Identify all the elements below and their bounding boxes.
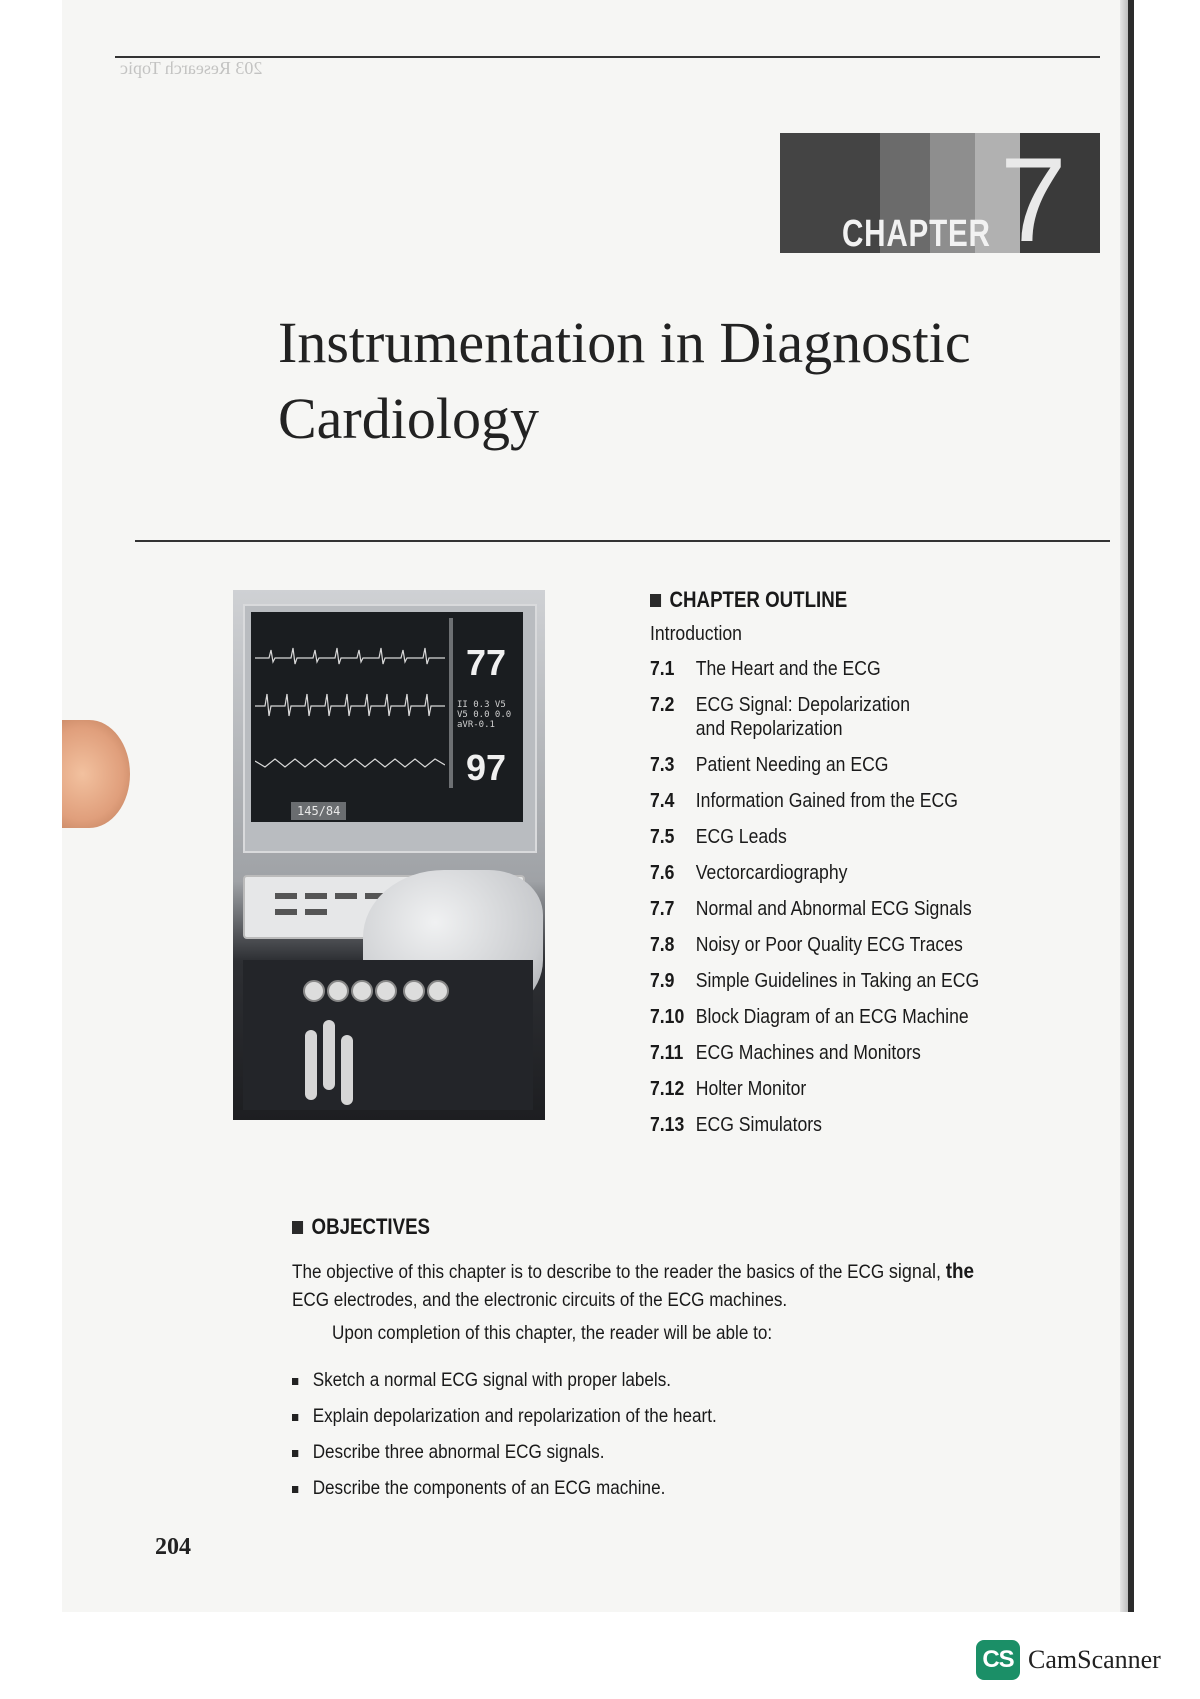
camscanner-watermark — [976, 1640, 1161, 1680]
outline-item: 7.4 Information Gained from the ECG — [650, 790, 958, 812]
objectives-list — [292, 1363, 1122, 1507]
square-bullet-icon — [292, 1221, 303, 1234]
outline-item: 7.7 Normal and Abnormal ECG Signals — [650, 898, 972, 920]
objective-item: Describe the components of an ECG machine. — [292, 1471, 1039, 1507]
page-number: 204 — [155, 1534, 191, 1560]
ecg-monitor-photo — [233, 590, 545, 1120]
objectives-intro: Upon completion of this chapter, the reader will be able to: — [332, 1323, 773, 1344]
outline-item: 7.12 Holter Monitor — [650, 1078, 807, 1100]
bullet-icon — [292, 1486, 298, 1493]
heart-rate-value: 77 — [466, 642, 507, 683]
outline-item: 7.2 ECG Signal: Depolarization and Repolarization — [650, 694, 911, 740]
objective-item: Explain depolarization and repolarization of the heart. — [292, 1399, 1039, 1435]
camscanner-logo-icon: CS — [976, 1640, 1020, 1680]
bullet-icon — [292, 1414, 298, 1421]
outline-item: 7.5 ECG Leads — [650, 826, 787, 848]
monitor-screen: 77 II 0.3 V5 V5 0.0 0.0 aVR-0.1 97 145/84 — [251, 612, 523, 822]
objective-item: Describe three abnormal ECG signals. — [292, 1435, 1039, 1471]
chapter-label: CHAPTER — [842, 213, 991, 253]
chapter-title-line-1: Instrumentation in Diagnostic — [278, 310, 971, 375]
outline-item: 7.11 ECG Machines and Monitors — [650, 1042, 921, 1064]
outline-heading-text: CHAPTER OUTLINE — [669, 587, 848, 612]
blood-pressure-value: 145/84 — [291, 802, 346, 820]
square-bullet-icon — [650, 594, 661, 607]
outline-item: 7.8 Noisy or Poor Quality ECG Traces — [650, 934, 963, 956]
chapter-number: 7 — [1000, 133, 1067, 267]
bullet-icon — [292, 1378, 298, 1385]
page-edge — [1128, 0, 1134, 1612]
header-rule — [115, 56, 1100, 58]
section-rule — [135, 540, 1110, 542]
outline-item: 7.3 Patient Needing an ECG — [650, 754, 889, 776]
chapter-title-line-2: Cardiology — [278, 386, 539, 451]
ecg-wave-3 — [255, 747, 445, 777]
chapter-title — [278, 305, 1038, 457]
ecg-wave-1 — [255, 640, 445, 670]
connector-panel — [243, 960, 533, 1110]
outline-item: 7.6 Vectorcardiography — [650, 862, 848, 884]
spo2-value: 97 — [466, 747, 507, 788]
chapter-outline — [650, 585, 1070, 1149]
camscanner-name: CamScanner — [1028, 1645, 1161, 1674]
outline-list — [650, 657, 1070, 1137]
objective-item: Sketch a normal ECG signal with proper labels. — [292, 1363, 1039, 1399]
outline-item: 7.13 ECG Simulators — [650, 1114, 822, 1136]
outline-item: 7.10 Block Diagram of an ECG Machine — [650, 1006, 969, 1028]
bullet-icon — [292, 1450, 298, 1457]
bleed-through-header: 203 Research Topic — [120, 58, 263, 78]
screen-divider — [449, 618, 453, 788]
outline-item: 7.1 The Heart and the ECG — [650, 658, 881, 680]
objectives-heading — [292, 1212, 998, 1242]
objectives-paragraph: The objective of this chapter is to describe to the reader the basics of the ECG signal, the ECG electrodes, and the electronic circuits of the ECG machines. — [292, 1260, 975, 1311]
objectives-section — [292, 1212, 1122, 1507]
objectives-heading-text: OBJECTIVES — [311, 1214, 431, 1239]
outline-item: 7.9 Simple Guidelines in Taking an ECG — [650, 970, 980, 992]
outline-introduction: Introduction — [650, 623, 742, 645]
ecg-wave-2 — [255, 690, 445, 720]
outline-heading — [650, 585, 1007, 615]
